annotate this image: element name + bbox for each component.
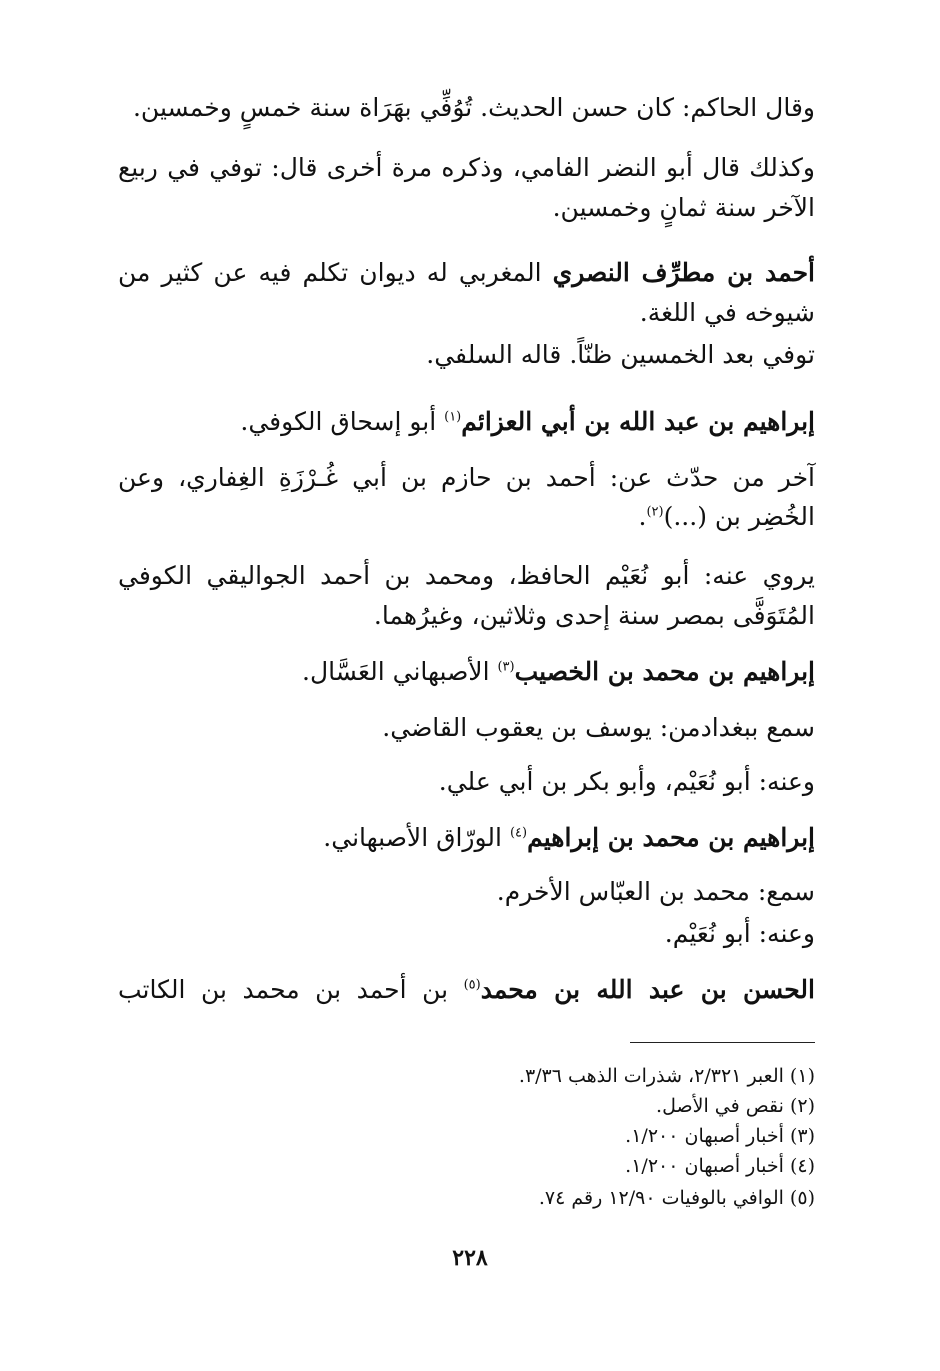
text-line: سمع: محمد بن العبّاس الأخرم. bbox=[496, 877, 815, 906]
footnote-separator bbox=[630, 1042, 815, 1043]
footnote: (٤) أخبار أصبهان ١/٢٠٠. bbox=[625, 1155, 815, 1177]
page-number: ٢٢٨ bbox=[452, 1245, 488, 1271]
text-line: وقال الحاكم: كان حسن الحديث. تُوُفِّي بهَرَاة سنة خمسٍ وخمسين. bbox=[132, 93, 815, 122]
entry-name: إبراهيم بن عبد الله بن أبي العزائم bbox=[461, 407, 815, 436]
text-line: شيوخه في اللغة. bbox=[639, 298, 815, 327]
entry-heading-line: إبراهيم بن محمد بن إبراهيم$^{(٤)}$ الورّاق الأصبهاني. bbox=[323, 823, 815, 852]
text-line: توفي بعد الخمسين ظنّاً. قاله السلفي. bbox=[426, 340, 815, 369]
footnote-ref: (١) bbox=[444, 409, 462, 425]
entry-heading-line: الحسن بن عبد الله بن محمد$^{(٥)}$ بن أحمد بن محمد بن الكاتب bbox=[118, 975, 815, 1004]
text-line: الآخر سنة ثمانٍ وخمسين. bbox=[552, 193, 815, 222]
text-line: وعنه: أبو نُعَيْم. bbox=[664, 919, 815, 948]
text-line: وعنه: أبو نُعَيْم، وأبو بكر بن أبي علي. bbox=[438, 767, 815, 796]
text-line: آخر من حدّث عن: أحمد بن حازم بن أبي غُـرْزَةِ الغِفاري، وعن bbox=[118, 463, 815, 492]
footnote: (٢) نقص في الأصل. bbox=[656, 1095, 815, 1117]
text-line: وكذلك قال أبو النضر الفامي، وذكره مرة أخرى قال: توفي في ربيع bbox=[118, 153, 815, 182]
entry-heading-line: إبراهيم بن محمد بن الخصيب$^{(٣)}$ الأصبهاني العَسَّال. bbox=[302, 657, 815, 686]
entry-name: إبراهيم بن محمد بن الخصيب bbox=[514, 657, 815, 686]
entry-heading-line: إبراهيم بن عبد الله بن أبي العزائم$^{(١)}$ أبو إسحاق الكوفي. bbox=[240, 407, 815, 436]
footnote-ref: (٤) bbox=[509, 825, 528, 841]
text-line: الخُضِر بن (...)$^{(٢)}$. bbox=[638, 502, 815, 531]
footnote-ref: (٥) bbox=[463, 977, 481, 993]
entry-name: إبراهيم بن محمد بن إبراهيم bbox=[527, 823, 815, 852]
entry-name: أحمد بن مطرِّف النصري bbox=[552, 258, 815, 287]
entry-name: الحسن بن عبد الله بن محمد bbox=[480, 975, 815, 1004]
footnote: (٣) أخبار أصبهان ١/٢٠٠. bbox=[625, 1125, 815, 1147]
footnote-ref: (٢) bbox=[646, 504, 664, 520]
footnote: (٥) الوافي بالوفيات ١٢/٩٠ رقم ٧٤. bbox=[538, 1187, 815, 1209]
text-line: المُتَوَفَّى بمصر سنة إحدى وثلاثين، وغيرُهما. bbox=[373, 601, 815, 630]
footnote-ref: (٣) bbox=[497, 659, 515, 675]
text-line: يروي عنه: أبو نُعَيْم الحافظ، ومحمد بن أحمد الجواليقي الكوفي bbox=[118, 561, 815, 590]
footnote: (١) العبر ٢/٣٢١، شذرات الذهب ٣/٣٦. bbox=[518, 1065, 815, 1087]
entry-heading-line: أحمد بن مطرِّف النصري المغربي له ديوان تكلم فيه عن كثير من bbox=[118, 258, 815, 287]
text-line: سمع ببغدادمن: يوسف بن يعقوب القاضي. bbox=[382, 713, 815, 742]
